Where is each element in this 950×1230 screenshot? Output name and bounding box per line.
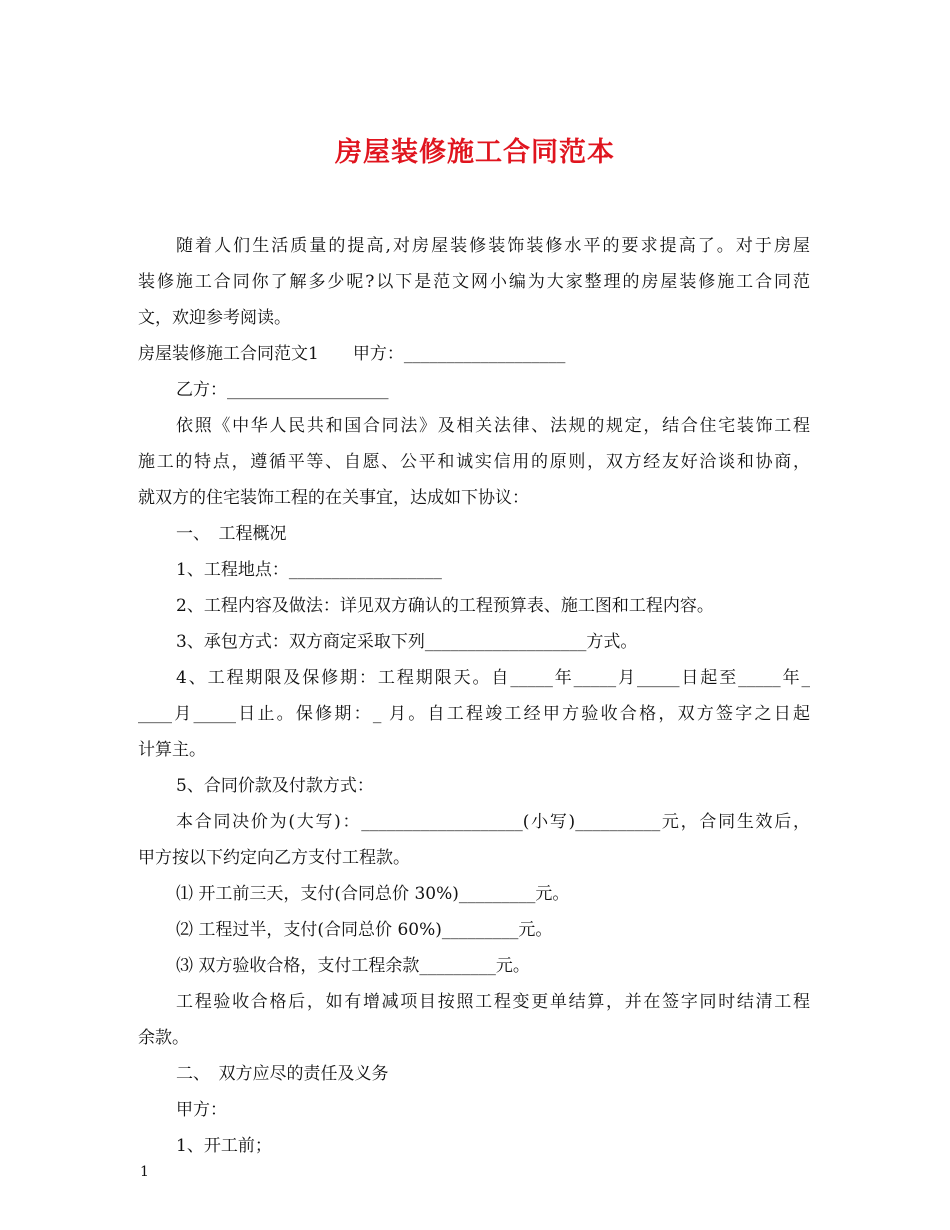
paragraph-line: 甲方： [176,1100,227,1120]
paragraph-line: 1、工程地点：__________________ [176,560,442,580]
paragraph-line: 4、工程期限及保修期：工程期限天。自_____年_____月_____日起至_____年_ [176,668,810,688]
paragraph-line: 1、开工前； [176,1136,272,1156]
paragraph-line: ⑴ 开工前三天，支付(合同总价 30%)_________元。 [176,884,570,904]
paragraph-line: ⑶ 双方验收合格，支付工程余款_________元。 [176,956,530,976]
paragraph-line: 余款。 [138,1028,189,1048]
page-number: 1 [140,1164,149,1180]
paragraph-line: 3、承包方式：双方商定采取下列___________________方式。 [176,632,638,652]
paragraph-line: 施工的特点，遵循平等、自愿、公平和诚实信用的原则，双方经友好洽谈和协商， [138,452,810,472]
section-heading: 一、 工程概况 [176,524,287,544]
paragraph-line: 计算主。 [138,740,206,760]
paragraph-line: 就双方的住宅装饰工程的在关事宜，达成如下协议： [138,488,529,508]
paragraph-line: 工程验收合格后，如有增减项目按照工程变更单结算，并在签字同时结清工程 [176,992,810,1012]
paragraph-line: 本合同决价为(大写)：___________________(小写)__________元，合同生效后， [176,812,810,832]
paragraph-line: 随着人们生活质量的提高,对房屋装修装饰装修水平的要求提高了。对于房屋 [176,236,810,256]
paragraph-line: 甲方按以下约定向乙方支付工程款。 [138,848,410,868]
document-title: 房屋装修施工合同范本 [335,137,615,168]
paragraph-line: 装修施工合同你了解多少呢?以下是范文网小编为大家整理的房屋装修施工合同范 [138,272,810,292]
paragraph-line: ____月_____日止。保修期：_ 月。自工程竣工经甲方验收合格，双方签字之日起 [138,704,810,724]
paragraph-line: 5、合同价款及付款方式： [176,776,374,796]
paragraph-line: 文，欢迎参考阅读。 [138,308,291,328]
paragraph-line: 乙方：___________________ [176,380,389,400]
paragraph-line: ⑵ 工程过半，支付(合同总价 60%)_________元。 [176,920,553,940]
paragraph-line: 房屋装修施工合同范文1 甲方：___________________ [138,344,566,364]
paragraph-line: 依照《中华人民共和国合同法》及相关法律、法规的规定，结合住宅装饰工程 [176,416,810,436]
section-heading: 二、 双方应尽的责任及义务 [176,1064,389,1084]
paragraph-line: 2、工程内容及做法：详见双方确认的工程预算表、施工图和工程内容。 [176,596,714,616]
